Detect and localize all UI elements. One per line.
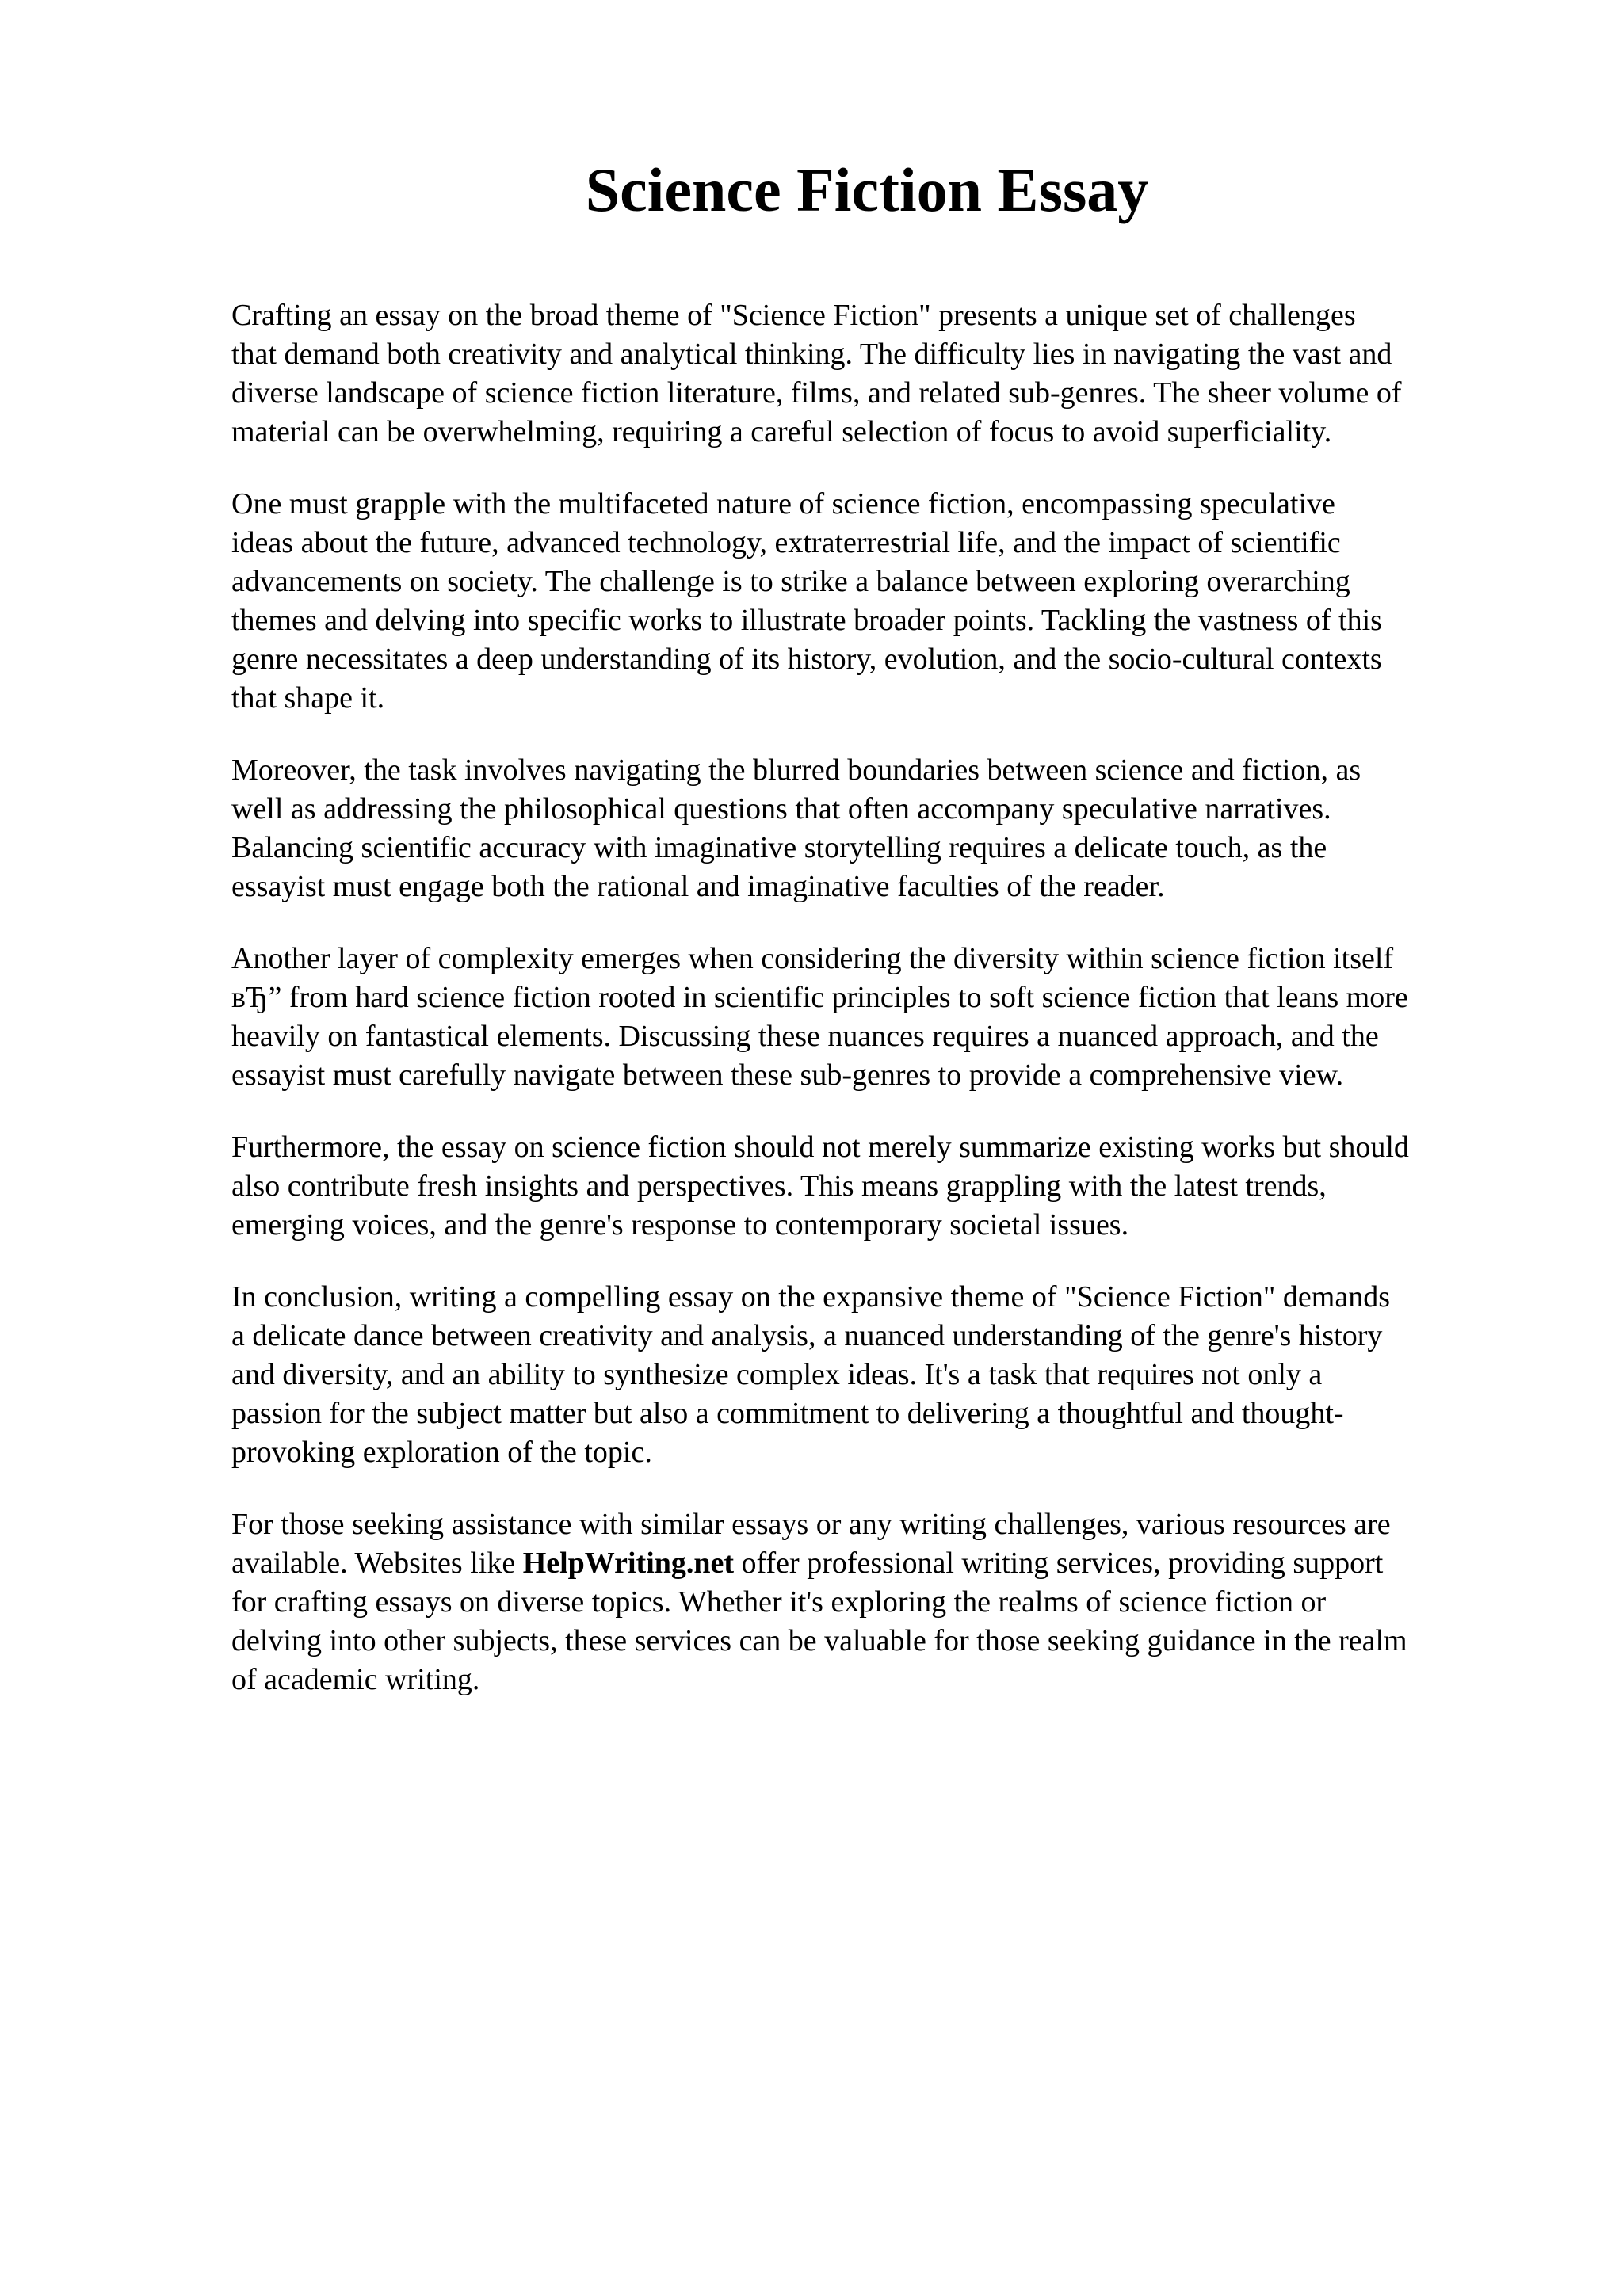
page-title: Science Fiction Essay <box>585 155 1149 224</box>
paragraph-line: essayist must engage both the rational and imaginative faculties of the reader. <box>231 870 1165 903</box>
paragraph-line: In conclusion, writing a compelling essay on the expansive theme of "Science Fiction" demands <box>231 1280 1390 1314</box>
paragraph-line: also contribute fresh insights and perspectives. This means grappling with the latest trends, <box>231 1169 1327 1203</box>
paragraph-line: emerging voices, and the genre's response to contemporary societal issues. <box>231 1208 1129 1241</box>
paragraph-line: Moreover, the task involves navigating the blurred boundaries between science and fiction, as <box>231 753 1361 787</box>
paragraph-line: essayist must carefully navigate between these sub-genres to provide a comprehensive view. <box>231 1058 1344 1092</box>
paragraph-line: themes and delving into specific works to illustrate broader points. Tackling the vastness of this <box>231 604 1382 637</box>
line-text-before-brand: available. Websites like <box>231 1547 523 1580</box>
paragraph-closing <box>231 1505 1520 1699</box>
paragraph-line: material can be overwhelming, requiring a careful selection of focus to avoid superficiality. <box>231 415 1332 448</box>
brand-name-helpwriting: HelpWriting.net <box>522 1547 735 1580</box>
paragraph-line: heavily on fantastical elements. Discussing these nuances requires a nuanced approach, and the <box>231 1020 1379 1053</box>
paragraph-line: that demand both creativity and analytical thinking. The difficulty lies in navigating the vast and <box>231 338 1392 371</box>
paragraph-line: that shape it. <box>231 681 385 715</box>
paragraph-line: ideas about the future, advanced technology, extraterrestrial life, and the impact of scientific <box>231 526 1341 559</box>
paragraph-line: of academic writing. <box>231 1663 480 1696</box>
paragraph-4 <box>231 940 1520 1095</box>
paragraph-line: вЂ” from hard science fiction rooted in scientific principles to soft science fiction that leans more <box>231 981 1408 1014</box>
paragraph-line: For those seeking assistance with similar essays or any writing challenges, various resources are <box>231 1508 1391 1541</box>
paragraph-line: diverse landscape of science fiction literature, films, and related sub-genres. The sheer volume of <box>231 376 1402 410</box>
paragraph-line: advancements on society. The challenge is to strike a balance between exploring overarching <box>231 565 1350 598</box>
paragraph-line: passion for the subject matter but also a commitment to delivering a thoughtful and thought- <box>231 1397 1344 1430</box>
paragraph-line: well as addressing the philosophical questions that often accompany speculative narratives. <box>231 792 1331 826</box>
paragraph-line: and diversity, and an ability to synthesize complex ideas. It's a task that requires not only a <box>231 1358 1323 1391</box>
paragraph-line: One must grapple with the multifaceted nature of science fiction, encompassing speculative <box>231 487 1335 521</box>
paragraph-line: Another layer of complexity emerges when considering the diversity within science fiction itself <box>231 942 1394 975</box>
paragraph-line: provoking exploration of the topic. <box>231 1436 652 1469</box>
paragraph-5 <box>231 1128 1520 1245</box>
essay-body <box>231 296 1520 1733</box>
paragraph-line-with-brand <box>231 1544 1520 1583</box>
paragraph-line: genre necessitates a deep understanding of its history, evolution, and the socio-cultural contexts <box>231 643 1382 676</box>
paragraph-2 <box>231 485 1520 718</box>
paragraph-line: delving into other subjects, these services can be valuable for those seeking guidance in the realm <box>231 1624 1407 1657</box>
paragraph-line: a delicate dance between creativity and analysis, a nuanced understanding of the genre's history <box>231 1319 1383 1352</box>
paragraph-line: Crafting an essay on the broad theme of "Science Fiction" presents a unique set of challenges <box>231 299 1356 332</box>
paragraph-1 <box>231 296 1520 452</box>
paragraph-line: for crafting essays on diverse topics. Whether it's exploring the realms of science fiction or <box>231 1585 1327 1619</box>
paragraph-3 <box>231 751 1520 906</box>
line-text-after-brand: offer professional writing services, providing support <box>734 1547 1384 1580</box>
paragraph-line: Furthermore, the essay on science fiction should not merely summarize existing works but should <box>231 1131 1409 1164</box>
paragraph-6 <box>231 1278 1520 1472</box>
paragraph-line: Balancing scientific accuracy with imaginative storytelling requires a delicate touch, as the <box>231 831 1327 864</box>
